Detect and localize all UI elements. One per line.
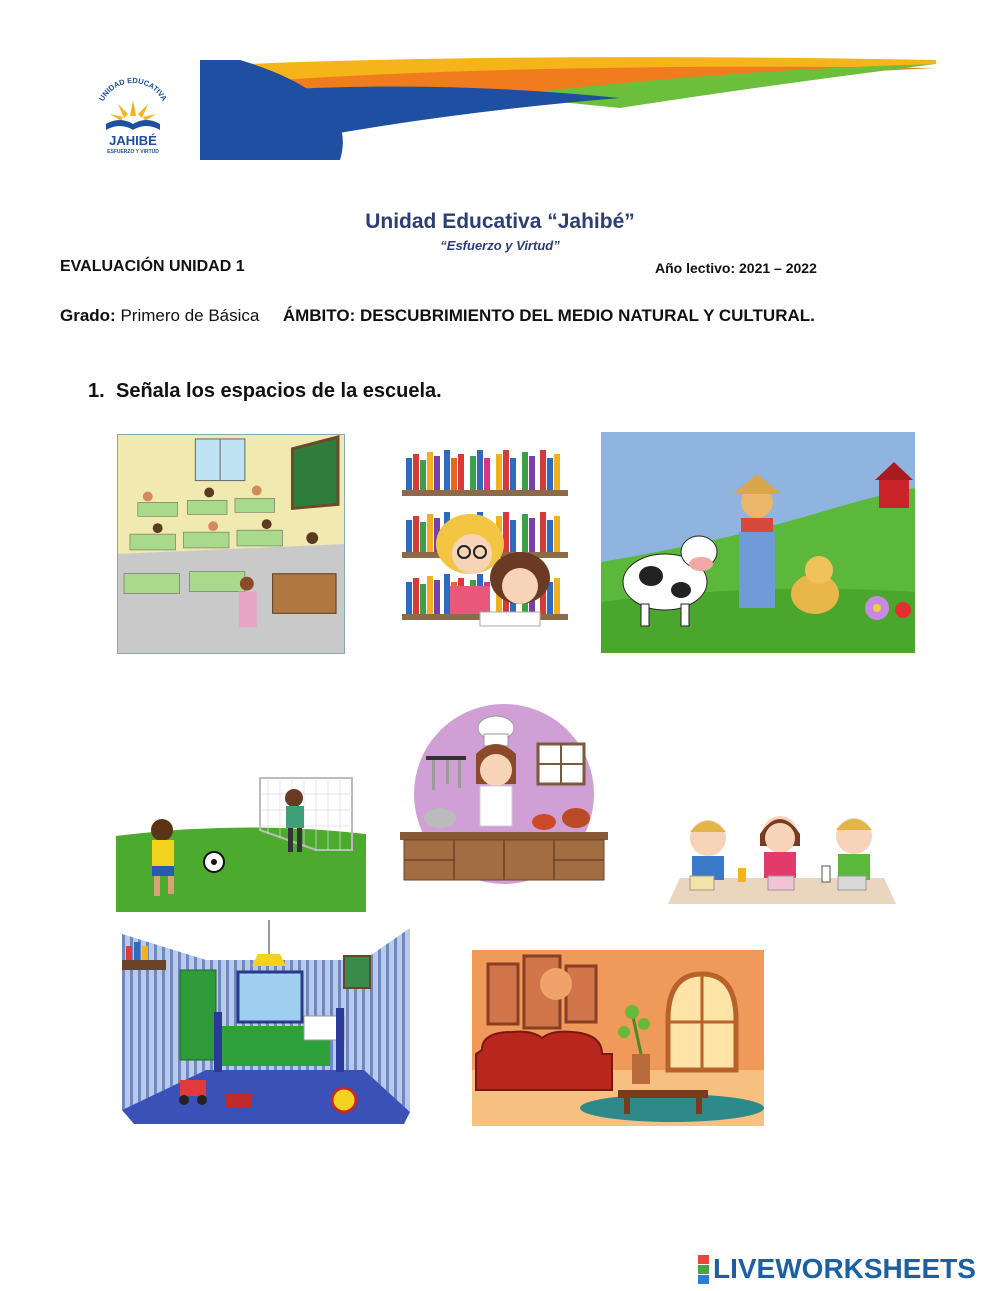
grade-label: Grado: bbox=[60, 306, 116, 325]
school-name: Unidad Educativa “Jahibé” bbox=[365, 210, 635, 233]
bedroom-image[interactable] bbox=[114, 920, 416, 1128]
question-number: 1. bbox=[88, 380, 105, 402]
dining-image[interactable] bbox=[664, 770, 900, 908]
svg-text:UNIDAD EDUCATIVA: UNIDAD EDUCATIVA bbox=[97, 75, 169, 103]
liveworksheets-brand bbox=[698, 1254, 976, 1284]
question-1 bbox=[88, 380, 442, 403]
svg-text:JAHIBÉ: JAHIBÉ bbox=[109, 133, 157, 148]
school-year: Año lectivo: 2021 – 2022 bbox=[655, 260, 817, 276]
library-image[interactable] bbox=[400, 436, 570, 648]
evaluation-title: EVALUACIÓN UNIDAD 1 bbox=[60, 258, 245, 275]
header-banner bbox=[200, 56, 936, 160]
farm-image[interactable] bbox=[601, 432, 915, 653]
school-motto: “Esfuerzo y Virtud” bbox=[440, 238, 560, 253]
school-logo bbox=[88, 72, 178, 162]
grade-value: Primero de Básica bbox=[120, 306, 260, 325]
question-text: Señala los espacios de la escuela. bbox=[116, 380, 442, 402]
svg-text:ESFUERZO Y VIRTUD: ESFUERZO Y VIRTUD bbox=[107, 149, 159, 155]
soccer-field-image[interactable] bbox=[116, 750, 366, 912]
classroom-image[interactable] bbox=[117, 434, 345, 654]
living-room-image[interactable] bbox=[472, 950, 764, 1126]
brand-blocks-icon bbox=[698, 1255, 709, 1284]
scope-label: ÁMBITO: DESCUBRIMIENTO DEL MEDIO NATURAL Y CULTURAL. bbox=[282, 306, 815, 325]
brand-wordmark: LIVEWORKSHEETS bbox=[713, 1253, 976, 1284]
kitchen-image[interactable] bbox=[388, 684, 620, 884]
grade-line bbox=[60, 306, 815, 326]
